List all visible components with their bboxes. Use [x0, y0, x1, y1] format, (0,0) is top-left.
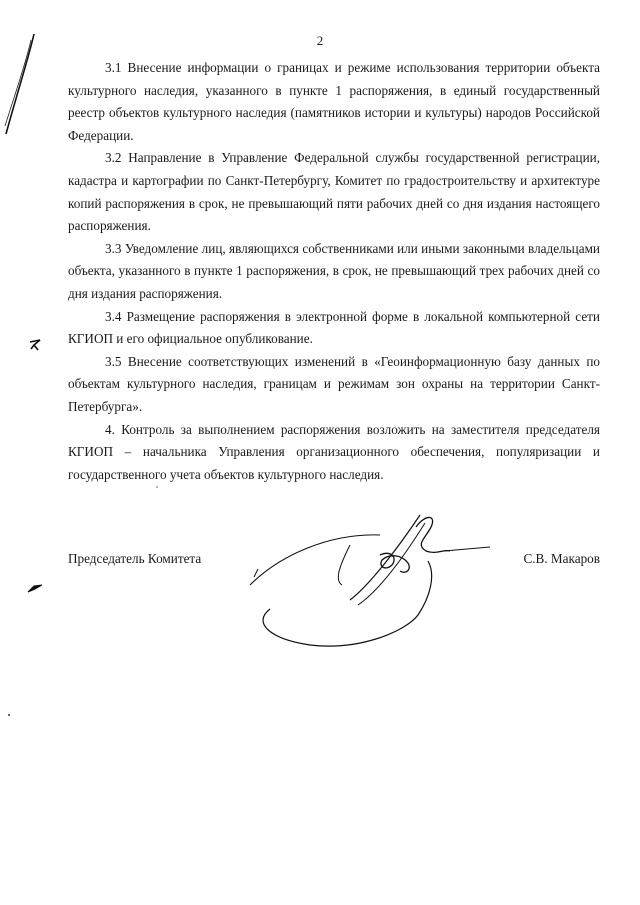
paragraph-3-1: 3.1 Внесение информации о границах и режиме использования территории объекта культурного наследия, указанного в пункте 1 распоряжения, в единый государственный реестр объектов культурного наследия (памятников истории и культуры) народов Российской Федерации.: [68, 60, 600, 143]
paragraph-3-5: 3.5 Внесение соответствующих изменений в «Геоинформационную базу данных по объектам культурного наследия, границам и режимам зон охраны на территории Санкт-Петербурга».: [68, 353, 600, 414]
paragraph-3-3: 3.3 Уведомление лиц, являющихся собственниками или иными законными владельцами объекта, указанного в пункте 1 распоряжения, в срок, не превышающий трех рабочих дней со дня издания распоряжения.: [68, 240, 600, 301]
paragraph-3-4: 3.4 Размещение распоряжения в электронной форме в локальной компьютерной сети КГИОП и его официальное опубликование.: [68, 308, 600, 347]
signatory-title: Председатель Комитета: [68, 551, 202, 566]
margin-dot: [6, 712, 12, 718]
margin-pen-stroke: [0, 30, 40, 140]
paragraph-3-2: 3.2 Направление в Управление Федеральной службы государственной регистрации, кадастра и картографии по Санкт-Петербургу, Комитет по градостроительству и архитектуре копий распоряжения в срок, не превышающий пяти рабочих дней со дня издания настоящего распоряжения.: [68, 150, 600, 234]
page-number: 2: [316, 33, 324, 48]
margin-mark-2: [26, 583, 44, 595]
margin-mark-1: [28, 338, 44, 352]
paragraph-4: 4. Контроль за выполнением распоряжения возложить на заместителя председателя КГИОП – начальника Управления организационного обеспечения, популяризации и государственного учета объектов культурного наследия.: [68, 421, 600, 482]
signatory-name: С.В. Макаров: [523, 551, 600, 566]
handwritten-signature: [230, 505, 490, 665]
body-text: [68, 57, 600, 486]
